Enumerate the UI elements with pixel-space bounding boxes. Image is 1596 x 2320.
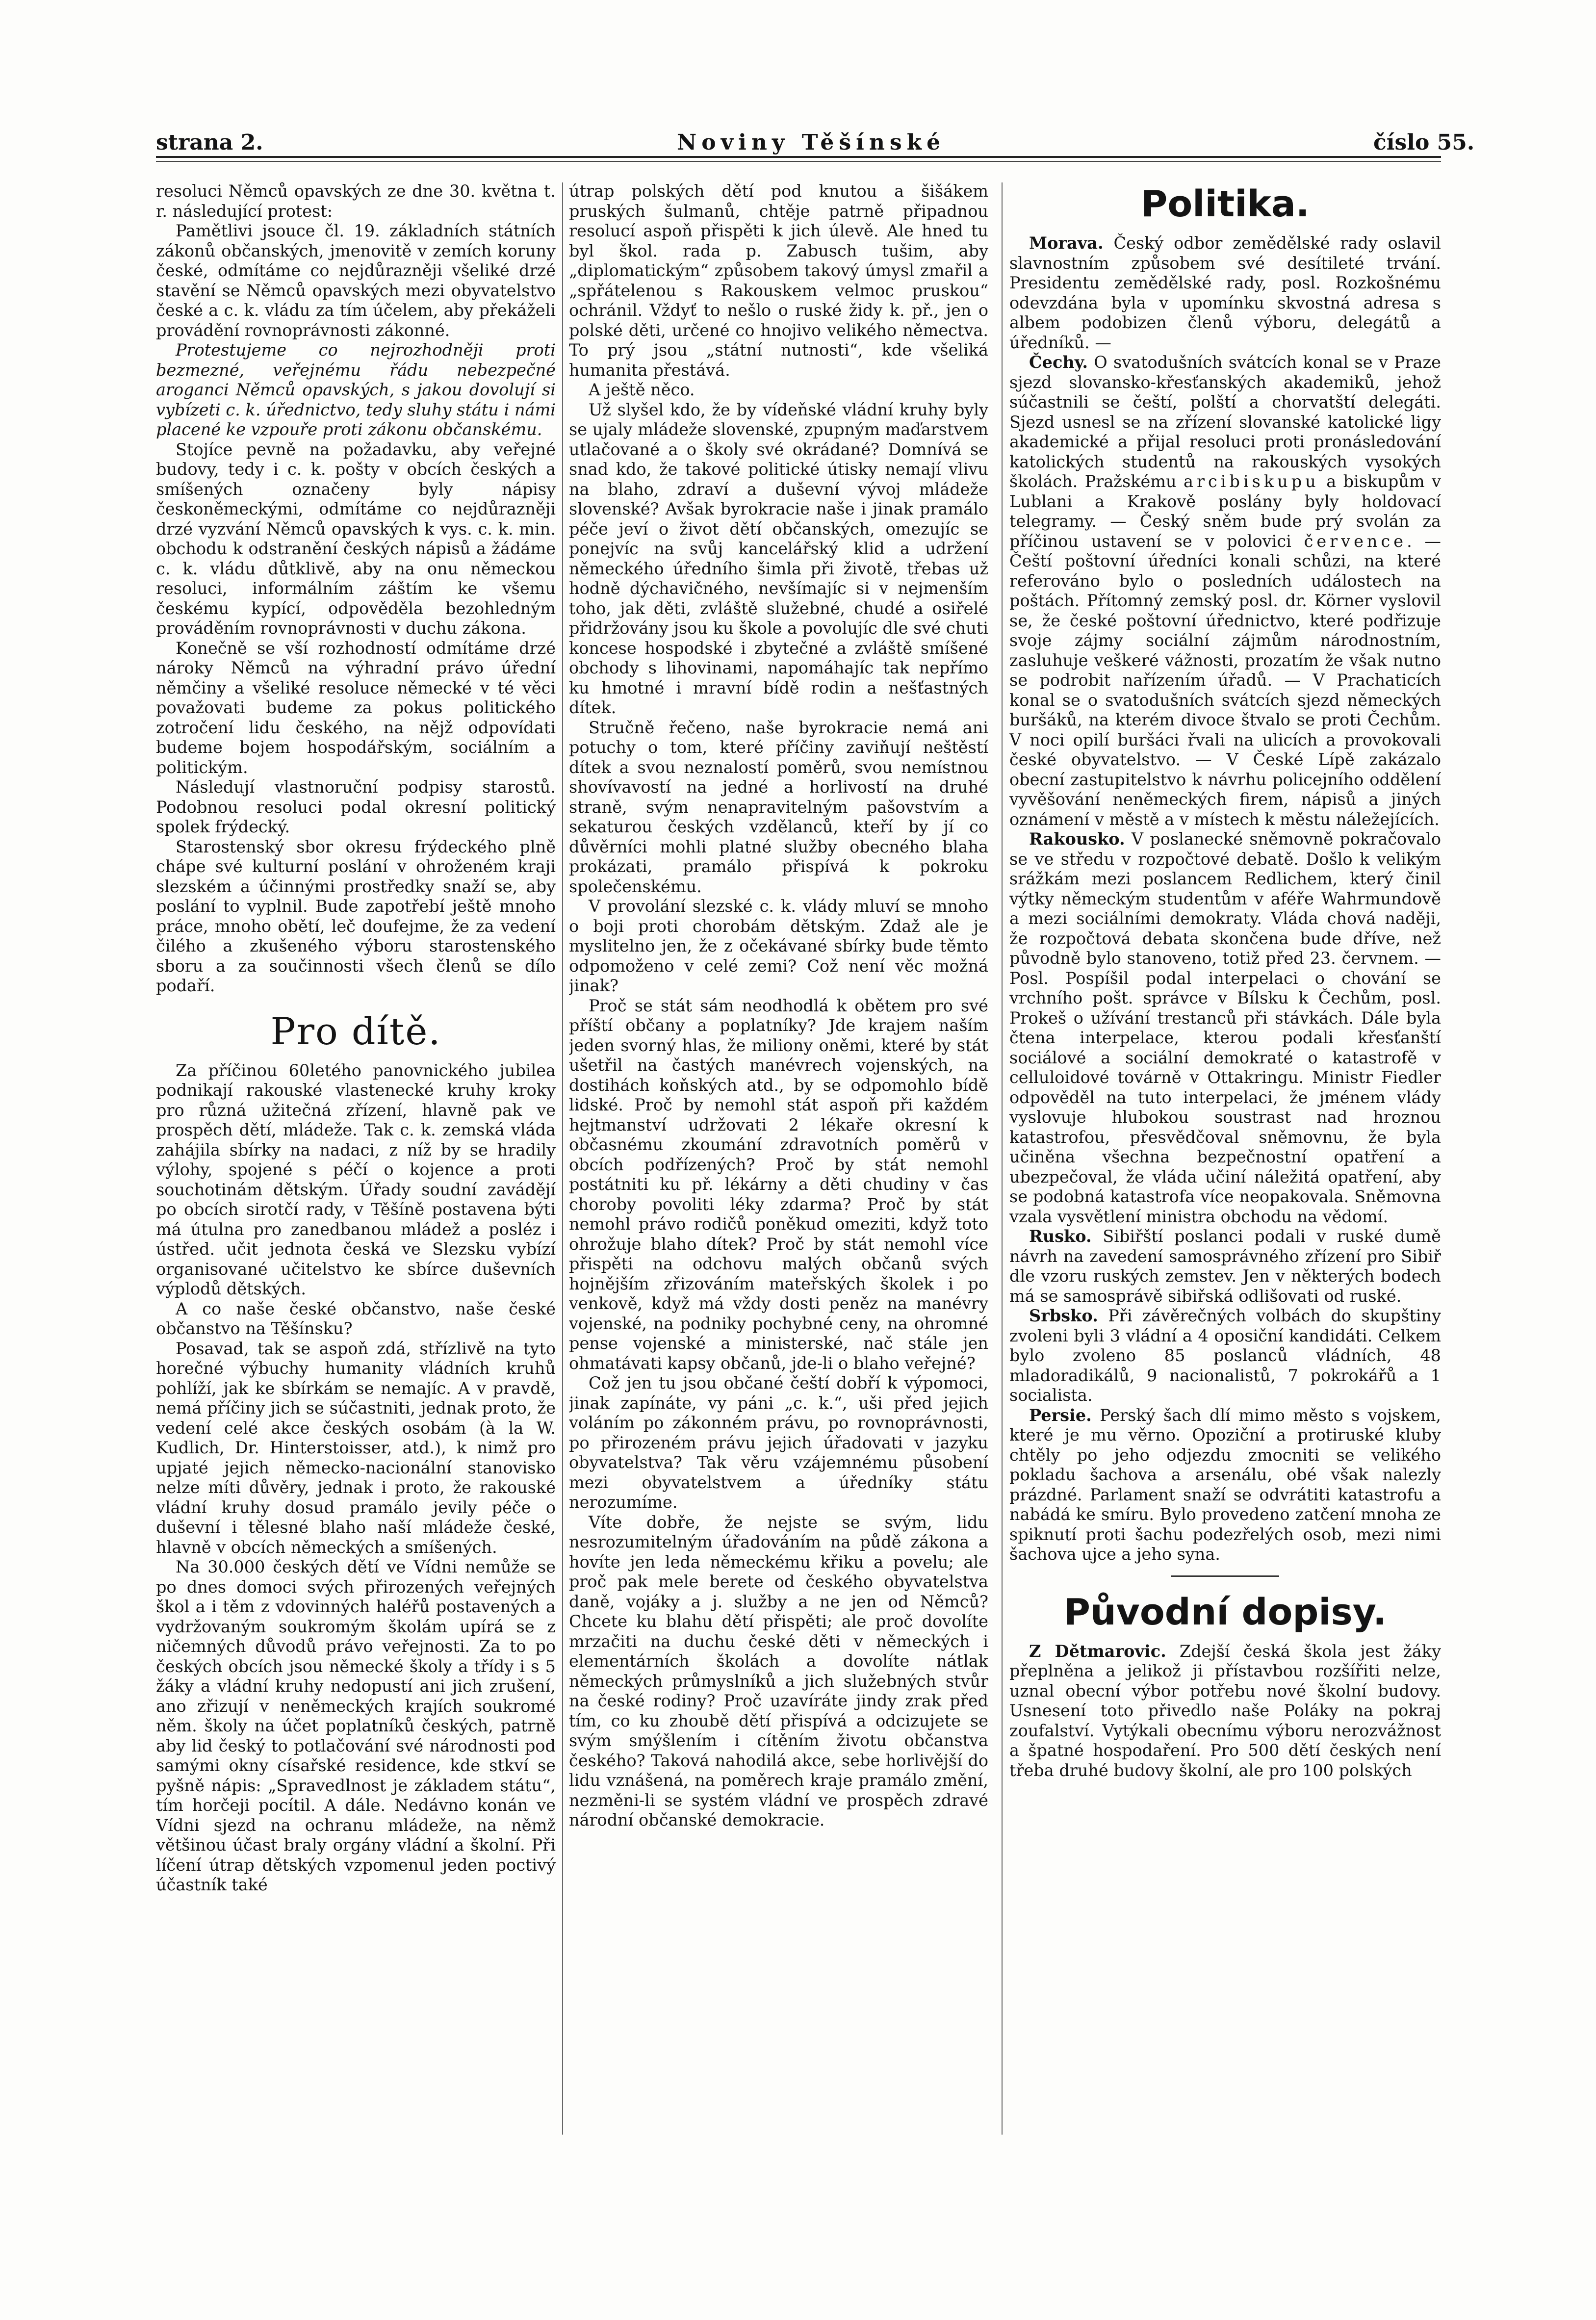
news-item: Rusko. Sibiřští poslanci podali v ruské dumě návrh na zavedení samosprávného zřízení pro Sibiř dle vzoru ruských zemstev. Jen v některých bodech má se samosprávě sibiřská odlišovati od ruské. [1009,1227,1441,1306]
article-paragraph: Víte dobře, že nejste se svým, lidu nesrozumitelným úřadováním na půdě zákona a hovíte jen leda německému křiku a povelu; ale proč pak mele berete od českého obyvatelstva daně, vojáky a j. služby a ne jen od Němců? Chcete ku blahu dětí přispěti; ale proč dovolíte mrzačiti na duchu české děti v německých i elementárních školách a dovolíte nátlak německých průmyslníků a jich služebných stvůr na české rodiny? Proč uzavíráte jindy zrak před tím, co ku zhoubě dětí přispívá a odcizujete se svým smýšlením i cítěním životu občanstva českého? Taková nahodilá akce, sebe horlivější do lidu vznášená, na poměrech kraje pramálo změní, nezměni-li se systém vládní ve prospěch zdravé národní občanské demokracie. [569,1512,988,1830]
article-paragraph: Stručně řečeno, naše byrokracie nemá ani potuchy o tom, které příčiny zaviňují neštěstí dítek a svou neznalostí poměrů, svou nemístnou shovívavostí na jedné a horlivostí na druhé straně, svým nenapravitelným pašovstvím a sekaturou českých vzdělanců, kteří by jí co důvěrníci mohli platné služby obecného blaha prokázati, pramálo přispívá k pokroku společenskému. [569,718,988,896]
header-rule [156,156,1441,158]
article-paragraph: Na 30.000 českých dětí ve Vídni nemůže se po dnes domoci svých přirozených veřejných škol a i těm z vdovinných haléřů postavených a vydržovaným soukromým školám upírá se z ničemných důvodů právo veřejnosti. Za to po českých obcích jsou německé školy a třídy i s 5 žáky a vládní kruhy nedopustí ani jich zrušení, ano zřizují v neněmeckých krajích soukromé něm. školy na účet poplatníků českých, patrně aby lid český to potlačování své národnosti pod samými okny císařské residence, kde stkví se pyšně nápis: „Spravedlnost je základem státu“, tím horčeji pocítil. A dále. Nedávno konán ve Vídni sjezd na ochranu mládeže, na němž většinou účast braly orgány vládní a školní. Při líčení útrap dětských vzpomenul jeden poctivý účastník také [156,1557,556,1894]
article-paragraph: Konečně se vší rozhodností odmítáme drzé nároky Němců na výhradní právo úřední němčiny a všeliké resoluce německé v té věci považovati budeme za pokus politického zotročení lidu českého, na nějž odpovídati budeme bojem hospodářským, sociálním a politickým. [156,638,556,777]
article-paragraph: V provolání slezské c. k. vlády mluví se mnoho o boji proti chorobám dětským. Zdaž ale je myslitelno jen, že z očekávané sbírky bude těmto odpomoženo v celé zemi? Což není věc možná jinak? [569,897,988,995]
article-paragraph: útrap polských dětí pod knutou a šišákem pruských šulmanů, chtěje patrně připadnou resolucí aspoň přispěti k jich úlevě. Ale hned tu byl škol. rada p. Zabusch tušim, aby „diplomatickým“ způsobem takový úmysl zmařil a „spřátelenou s Rakouskem velmoc pruskou“ ochránil. Vždyť to nešlo o ruské židy k. př., jen o polské děti, určené co hnojivo velikého němectva. To prý jsou „státní nutnosti“, kde všeliká humanita přestává. [569,181,988,380]
masthead-title: Noviny Těšínské [677,130,946,155]
column-middle [569,181,988,2192]
news-item: Persie. Perský šach dlí mimo město s vojskem, které je mu věrno. Opoziční a protiruské kluby chtěly po jeho odjezdu zmocniti se velikého pokladu šachova a arsenálu, obé však nalezly prázdné. Parlament snaží se odvrátiti katastrofu a nabádá ke smíru. Bylo provedeno zatčení mnoha ze spiknutí proti šachu podezřelých osob, mezi nimi šachova ujce a jeho syna. [1009,1405,1441,1564]
article-paragraph: A co naše české občanstvo, naše české občanstvo na Těšínsku? [156,1299,556,1338]
news-item: Srbsko. Při závěrečných volbách do skupštiny zvoleni byli 3 vládní a 4 oposiční kandidáti. Celkem bylo zvoleno 85 poslanců vládních, 48 mladoradikálů, 9 nacionalistů, 7 pokrokářů a 1 socialista. [1009,1306,1441,1405]
article-paragraph: Za příčinou 60letého panovnického jubilea podnikají rakouské vlastenecké kruhy kroky pro různá užitečná zřízení, hlavně pak ve prospěch dětí, mládeže. Tak c. k. zemská vláda zahájila sbírky na nadaci, z níž by se hradily výlohy, spojené s péčí o kojence a proti souchotinám dětským. Úřady soudní zavádějí po obcích sirotčí rady, v Těšíně postavena býti má útulna pro zanedbanou mládež a posléz i ústřed. učit jednota česká ve Slezsku vybízí organisované učitelstvo ke sbírce duševních výplodů dětských. [156,1060,556,1298]
article-paragraph: resoluci Němců opavských ze dne 30. května t. r. následující protest: [156,181,556,221]
place-label: Z Dětmarovic. [1029,1641,1166,1661]
article-paragraph: Stojíce pevně na požadavku, aby veřejné budovy, tedy i c. k. pošty v obcích českých a smíšených označeny byly nápisy českoněmeckými, odmítáme co nejdůrazněji drzé vyzvání Němců opavských k vys. c. k. min. obchodu k odstranění českých nápisů a žádáme c. k. vládu důtklivě, aby na onu německou resoluci, informálním záštím ke všemu českému kypící, odpověděla bezohledným prováděním rovnoprávnosti v duchu zákona. [156,439,556,638]
article-paragraph: Což jen tu jsou občané čeští dobří k výpomoci, jinak zapínáte, vy páni „c. k.“, uši před jejich voláním po zákonném právu, po rovnoprávnosti, po přirozeném právu jejich úřadovati v jazyku obyvatelstva? Tak věru vzájemnému působení mezi obyvatelstvem a úředníky státu nerozumíme. [569,1373,988,1512]
header-rule-thin [156,161,1441,162]
article-paragraph: Už slyšel kdo, že by vídeňské vládní kruhy byly se ujaly mládeže slovenské, zpupným maďarstvem utlačované a o školy své okrádané? Domnívá se snad kdo, že takové politické útisky nemají vlivu na blaho, zdraví a duševní vývoj mládeže slovenské? Avšak byrokracie naše i jinak pramálo péče jeví o život dětí občanských, omezujíc se ponejvíc na svůj kancelářský klid a udržení německého úředního šimla při životě, třebas už hodně dýchavičného, nevšímajíc si v nejmenším toho, jak děti, zvláště služebné, chudé a osiřelé přidržovány jsou ku škole a povolujíc dle své chuti koncese hospodské i zbytečné a zvláště smíšené obchody s lihovinami, napomáhajíc tak nepřímo ku hmotné i mravní bídě rodin a nešťastných dítek. [569,400,988,717]
article-paragraph: Proč se stát sám neodhodlá k obětem pro své příští občany a poplatníky? Jde krajem naším jeden svorný hlas, že miliony oněmi, které by stát ušetřil na častých manévrech vojenských, na dostihách koňských atd., by se odpomohlo bídě lidské. Proč by nemohl stát aspoň při každém hejtmanství udržovati 2 lékaře okresní k občasnému zkoumání zdravotních poměrů v obcích podřízených? Proč by stát nemohl postátniti ku př. lékárny a děti chudiny v čas choroby povoliti léky zdarma? Proč by stát nemohl právo rodičů poněkud omeziti, když toto ohrožuje blaho dítek? Proč by stát nemohl více přispěti na odchovu malých občanů svých hojnějším zřizováním mateřských školek i po venkově, když má vždy dosti peněz na manévry vojenské, na podniky pochybné ceny, na ohromné pense vojenské a ministerské, nač stále jen ohmatávati kapsy občanů, jde-li o blaho veřejné? [569,996,988,1373]
page-number: strana 2. [156,130,263,155]
article-paragraph: Protestujeme co nejrozhodněji proti bezmezné, veřejnému řádu nebezpečné aroganci Němců opavských, s jakou dovolují si vybízeti c. k. úřednictvo, tedy sluhy státu i námi placené ke vzpouře proti zákonu občanskému. [156,340,556,439]
article-paragraph: A ještě něco. [589,380,695,399]
article-paragraph: Starostenský sbor okresu frýdeckého plně chápe své kulturní poslání v ohroženém kraji slezském a účinnými prostředky snaží se, aby poslání to vyplnil. Bude zapotřebí ještě mnoho práce, mnoho obětí, leč doufejme, že za vedení čilého a zkušeného výboru starostenského sboru a za součinnosti všech členů se dílo podaří. [156,837,556,995]
region-label: Rusko. [1029,1227,1092,1246]
issue-number: číslo 55. [1373,130,1475,155]
region-label: Persie. [1029,1405,1092,1425]
article-paragraph: Následují vlastnoruční podpisy starostů. Podobnou resoluci podal okresní politický spolek frýdecký. [156,777,556,836]
region-label: Čechy. [1029,353,1088,372]
article-paragraph: Posavad, tak se aspoň zdá, střízlivě na tyto horečné výbuchy humanity vládních kruhů pohlíží, jak ke sbírkám se nemajíc. A v pravdě, nemá příčiny jich se súčastniti, jednak proto, že vedení celé akce českých osobám (à la W. Kudlich, Dr. Hinterstoisser, atd.), k nimž pro upjaté jejich německo-nacionální stanovisko nelze míti důvěry, jednak i proto, že rakouské vládní kruhy dosud pramálo jevily péče o duševní i tělesné blaho naší mládeže české, hlavně v obcích německých a smíšených. [156,1339,556,1557]
region-label: Morava. [1029,233,1104,253]
column-left [156,181,556,2192]
news-item: Čechy. O svatodušních svátcích konal se v Praze sjezd slovansko-křesťanských akademiků, jehož súčastnili se čeští, polští a chorvatští delegáti. Sjezd usnesl se na zřízení slovanské katolické ligy akademické a přijal resoluci proti pronásledování katolických studentů na rakouských vysokých školách. Pražskému arcibiskupu a biskupům v Lublani a Krakově poslány byly holdovací telegramy. — Český sněm bude prý svolán za příčinou ustavení se v polovici července. — Čeští poštovní úředníci konali schůzi, na které referováno bylo o posledních událostech na poštách. Přítomný zemský posl. dr. Körner vyslovil se, že české poštovní úřednictvo, které podřizuje svoje zájmy sociální zájmům národnostním, zasluhuje veškeré vážnosti, prozatím že však nutno se podrobit nařízením úřadů. — V Prachaticích konal se o svatodušních svátcích sjezd německých buršáků, na kterém divoce štvalo se proti Čechům. V noci opilí buršáci řvali na ulicích a provokovali české obyvatelstvo. — V České Lípě zakázalo obecní zastupitelstvo k návrhu policejního oddělení vyvěšování neněmeckých firem, nápisů a jiných oznámení v městě a v místech k městu náležejících. [1009,353,1441,829]
column-right [1009,181,1441,2192]
column-divider [1002,182,1003,2135]
section-separator [1171,1575,1279,1577]
article-paragraph: Pamětlivi jsouce čl. 19. základních státních zákonů občanských, jmenovitě v zemích koruny české, odmítáme co nejdůrazněji všeliké drzé stavění se Němců opavských mezi obyvatelstvo české a c. k. vládu za tím účelem, aby překáželi provádění rovnoprávnosti zákonné. [156,221,556,340]
column-divider [562,182,563,2135]
section-heading-politika: Politika. [1141,183,1310,225]
news-item: Morava. Český odbor zemědělské rady oslavil slavnostním způsobem své desítileté trvání. Presidentu zemědělské rady, posl. Rozkošnému odevzdána byla v upomínku skvostná adresa s albem podobizen členů výboru, delegátů a úředníků. — [1009,233,1441,352]
region-label: Rakousko. [1029,829,1125,849]
section-heading-pro-dite: Pro dítě. [270,1009,441,1053]
region-label: Srbsko. [1029,1306,1098,1325]
news-item: Z Dětmarovic. Zdejší česká škola jest žáky přeplněna a jelikož ji přístavbou rozšířiti nelze, uznal obecní výbor potřebu nové školní budovy. Usnesení toto přivedlo naše Poláky na pokraj zoufalství. Vytýkali obecnímu výboru nerozvážnost a špatné hospodaření. Pro 500 dětí českých není třeba druhé budovy školní, ale pro 100 polských [1009,1641,1441,1780]
section-heading-puvodni-dopisy: Původní dopisy. [1063,1591,1387,1633]
news-item: Rakousko. V poslanecké sněmovně pokračovalo se ve středu v rozpočtové debatě. Došlo k velikým srážkám mezi poslancem Redlichem, který činil výtky německým studentům v aféře Wahrmundově a mezi sociálními demokraty. Vláda chová naději, že rozpočtová debata skončena bude dříve, než původně bylo stanoveno, totiž před 23. červnem. — Posl. Pospíšil podal interpelaci o chování se vrchního pošt. správce v Bílsku k Čechům, posl. Prokeš o užívání trestanců při stávkách. Dále byla čtena interpelace, kterou podali křesťanští sociálové a sociální demokraté o katastrofě v celluloidové továrně v Ottakringu. Ministr Fiedler odpověděl na tuto interpelaci, že jménem vlády vyslovuje hlubokou soustrast nad hroznou katastrofou, přesvědčoval sněmovnu, že byla učiněna všechna bezpečnostní opatření a ubezpečoval, že vláda učiní náležitá opatření, aby se podobná katastrofa více neopakovala. Sněmovna vzala vysvětlení ministra obchodu na vědomí. [1009,829,1441,1226]
